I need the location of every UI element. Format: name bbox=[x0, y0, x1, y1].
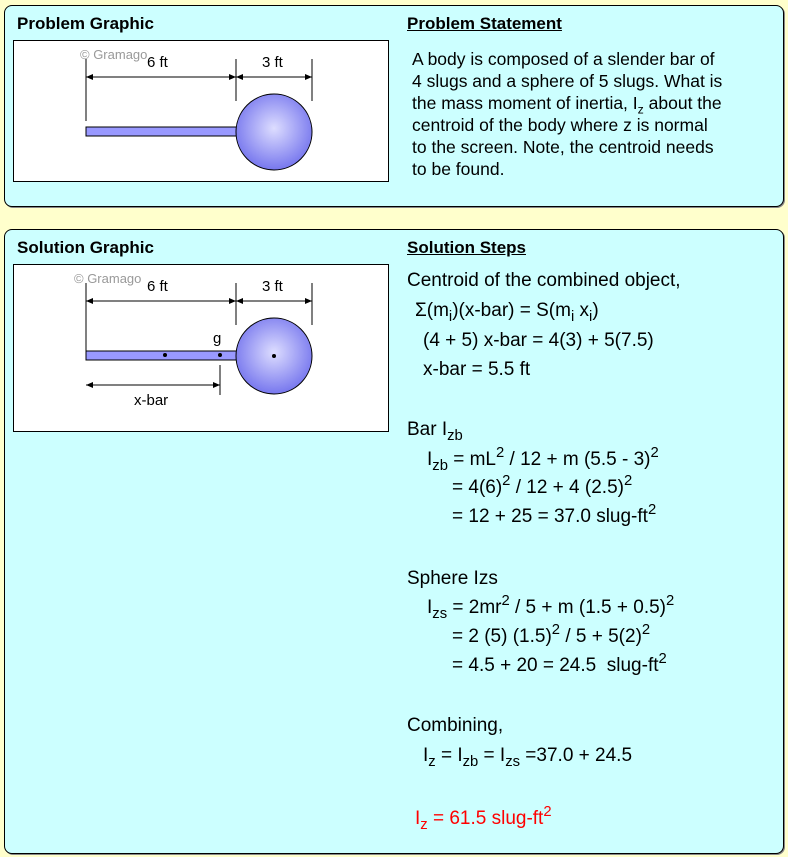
sphere-eq-2: = 2 (5) $(1.5)^2 / 5 + 5(2)^2$ bbox=[452, 621, 651, 647]
problem-graphic bbox=[13, 40, 389, 182]
centroid-eq-2: (4 + 5) x-bar = 4(3) + 5(7.5) bbox=[423, 330, 654, 351]
problem-graphic-title: Problem Graphic bbox=[17, 14, 154, 33]
problem-watermark: © Gramago bbox=[80, 47, 148, 62]
solution-panel bbox=[4, 229, 784, 854]
slender-bar bbox=[86, 127, 238, 136]
combining-eq: $I_z = I_{zb} = I_{zs} =37.0 + 24.5$ bbox=[423, 745, 633, 771]
slender-bar bbox=[86, 351, 238, 360]
sphere-eq-3: = 4.5 + 20 = 24.5 slug-$ft^2$ bbox=[452, 650, 667, 676]
solution-watermark: © Gramago bbox=[74, 271, 142, 286]
xbar-label: x-bar bbox=[134, 392, 169, 409]
solution-steps-title: Solution Steps bbox=[407, 238, 526, 257]
sphere-heading: Sphere Izs bbox=[407, 568, 498, 589]
centroid-heading: Centroid of the combined object, bbox=[407, 270, 681, 291]
combined-centroid-dot bbox=[218, 353, 222, 357]
bar-centroid-dot bbox=[163, 353, 167, 357]
final-answer: $I_z = 61.5$ slug-$ft^2$ bbox=[415, 803, 552, 834]
problem-diagram bbox=[14, 41, 388, 181]
bar-heading: Bar $I_{zb}$ bbox=[407, 419, 463, 445]
centroid-eq-1: $\Sigma(m_i)(x-bar) = S(m_i$ $x_i$) bbox=[415, 300, 599, 326]
bar-eq-1: $I_{zb} = mL^2 / 12 + m$ (5.5 - 3)$^2$ bbox=[427, 444, 659, 475]
sphere-eq-1: $I_{zs} = 2mr^2 / 5 + m$ $(1.5 + 0.5)^2$ bbox=[427, 592, 675, 623]
bar-eq-3: = 12 + 25 = 37.0 slug-$ft^2$ bbox=[452, 501, 657, 527]
solution-graphic bbox=[13, 264, 389, 432]
problem-statement-text: A body is composed of a slender bar of 4 slugs and a sphere of 5 slugs. What is the mass moment of inertia, $I_z$ about the centroid of the body where z is normal to the screen. Note, the centroid needs to be found. bbox=[412, 49, 723, 179]
solution-graphic-title: Solution Graphic bbox=[17, 238, 154, 257]
dim-bar-label: 6 ft bbox=[147, 278, 168, 295]
sphere-centroid-dot bbox=[272, 354, 276, 358]
bar-eq-2: = $4(6)^2 / 12 + 4$ $(2.5)^2$ bbox=[452, 472, 633, 498]
solution-diagram bbox=[14, 265, 388, 431]
centroid-g-label: g bbox=[213, 330, 222, 347]
dim-sphere-label: 3 ft bbox=[262, 54, 283, 71]
dim-bar-label: 6 ft bbox=[147, 54, 168, 71]
centroid-eq-3: x-bar = 5.5 ft bbox=[423, 359, 531, 380]
dim-sphere-label: 3 ft bbox=[262, 278, 283, 295]
sphere bbox=[236, 94, 312, 170]
problem-panel bbox=[4, 5, 784, 207]
combining-heading: Combining, bbox=[407, 715, 504, 736]
problem-statement-title: Problem Statement bbox=[407, 14, 562, 33]
